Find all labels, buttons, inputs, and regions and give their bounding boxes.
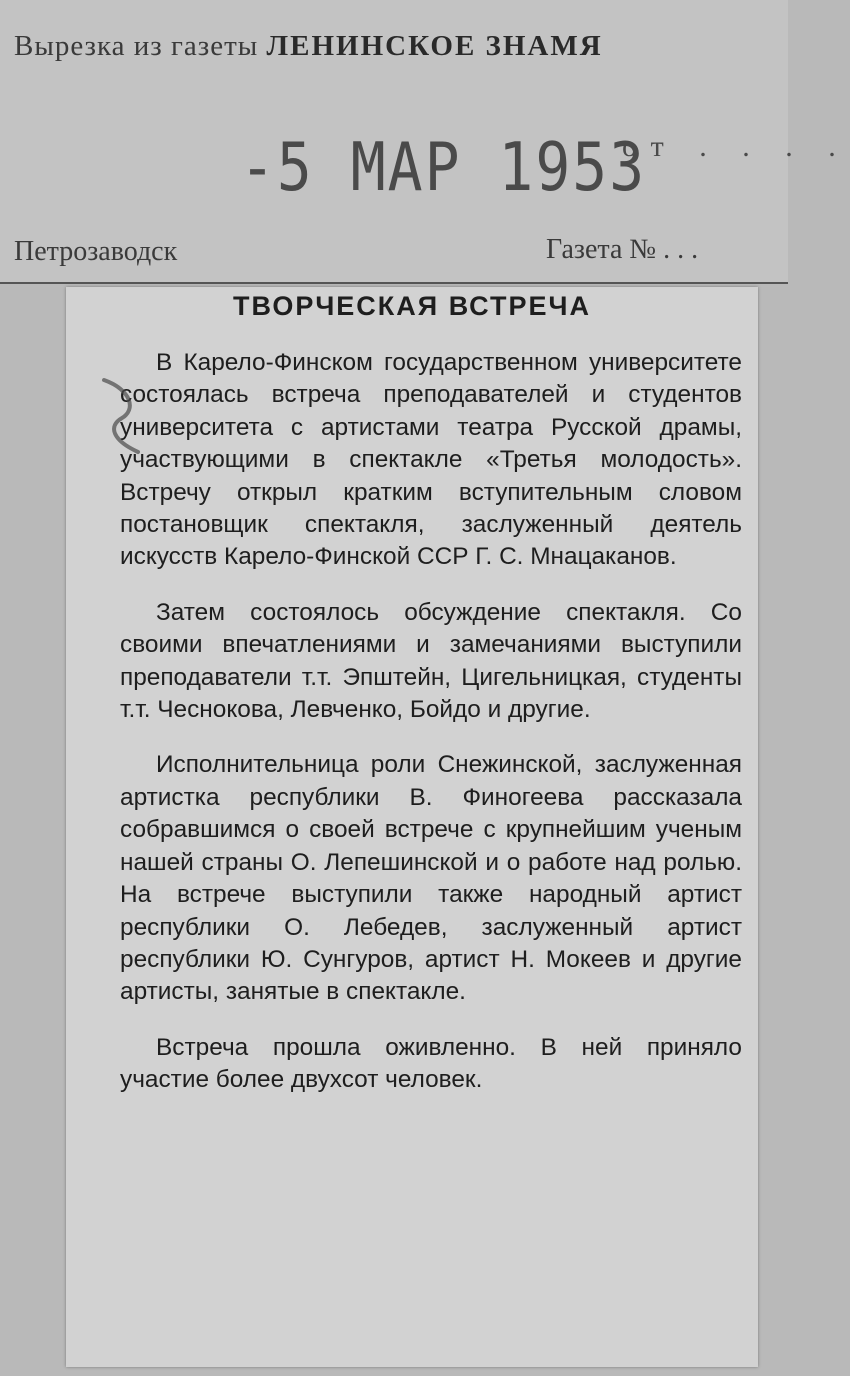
clipping-header-card: [0, 0, 850, 284]
article-paragraph-4: Встреча прошла оживленно. В ней приняло участие более двухсот человек.: [120, 1033, 742, 1094]
date-suffix: от . . . .: [622, 130, 850, 163]
newspaper-name: ЛЕНИНСКОЕ ЗНАМЯ: [266, 30, 603, 62]
header-divider: [0, 282, 788, 284]
article-title: ТВОРЧЕСКАЯ ВСТРЕЧА: [233, 291, 591, 321]
source-line: [14, 30, 603, 63]
date-stamp: -5 МАР 1953: [240, 128, 647, 207]
paper-number-label: Газета № . . .: [546, 234, 699, 265]
article-paragraph-2: Затем состоялось обсуждение спектакля. Со своими впечатлениями и замечаниями выступили преподаватели т.т. Эпштейн, Цигельницкая, студенты т.т. Чеснокова, Левченко, Бойдо и другие.: [120, 598, 742, 724]
article-paragraph-3: Исполнительница роли Снежинской, заслуженная артистка республики В. Финогеева рассказала собравшимся о своей встрече с крупнейшим ученым нашей страны О. Лепешинской и о работе над ролью. На встрече выступили также народный артист республики О. Лебедев, заслуженный артист республики Ю. Сунгуров, артист Н. Мокеев и другие артисты, занятые в спектакле.: [120, 751, 742, 1006]
newspaper-clipping: [66, 287, 758, 1367]
city-label: Петрозаводск: [14, 236, 178, 267]
source-prefix: Вырезка из газеты: [14, 30, 259, 62]
article-paragraph-1: В Карело-Финском государственном университете состоялась встреча преподавателей и студентов университета с артистами театра Русской драмы, участвующими в спектакле «Третья молодость». Встречу открыл кратким вступительным словом постановщик спектакля, заслуженный деятель искусств Карело-Финской ССР Г. С. Мнацаканов.: [120, 349, 742, 571]
article-body: [120, 347, 742, 1097]
